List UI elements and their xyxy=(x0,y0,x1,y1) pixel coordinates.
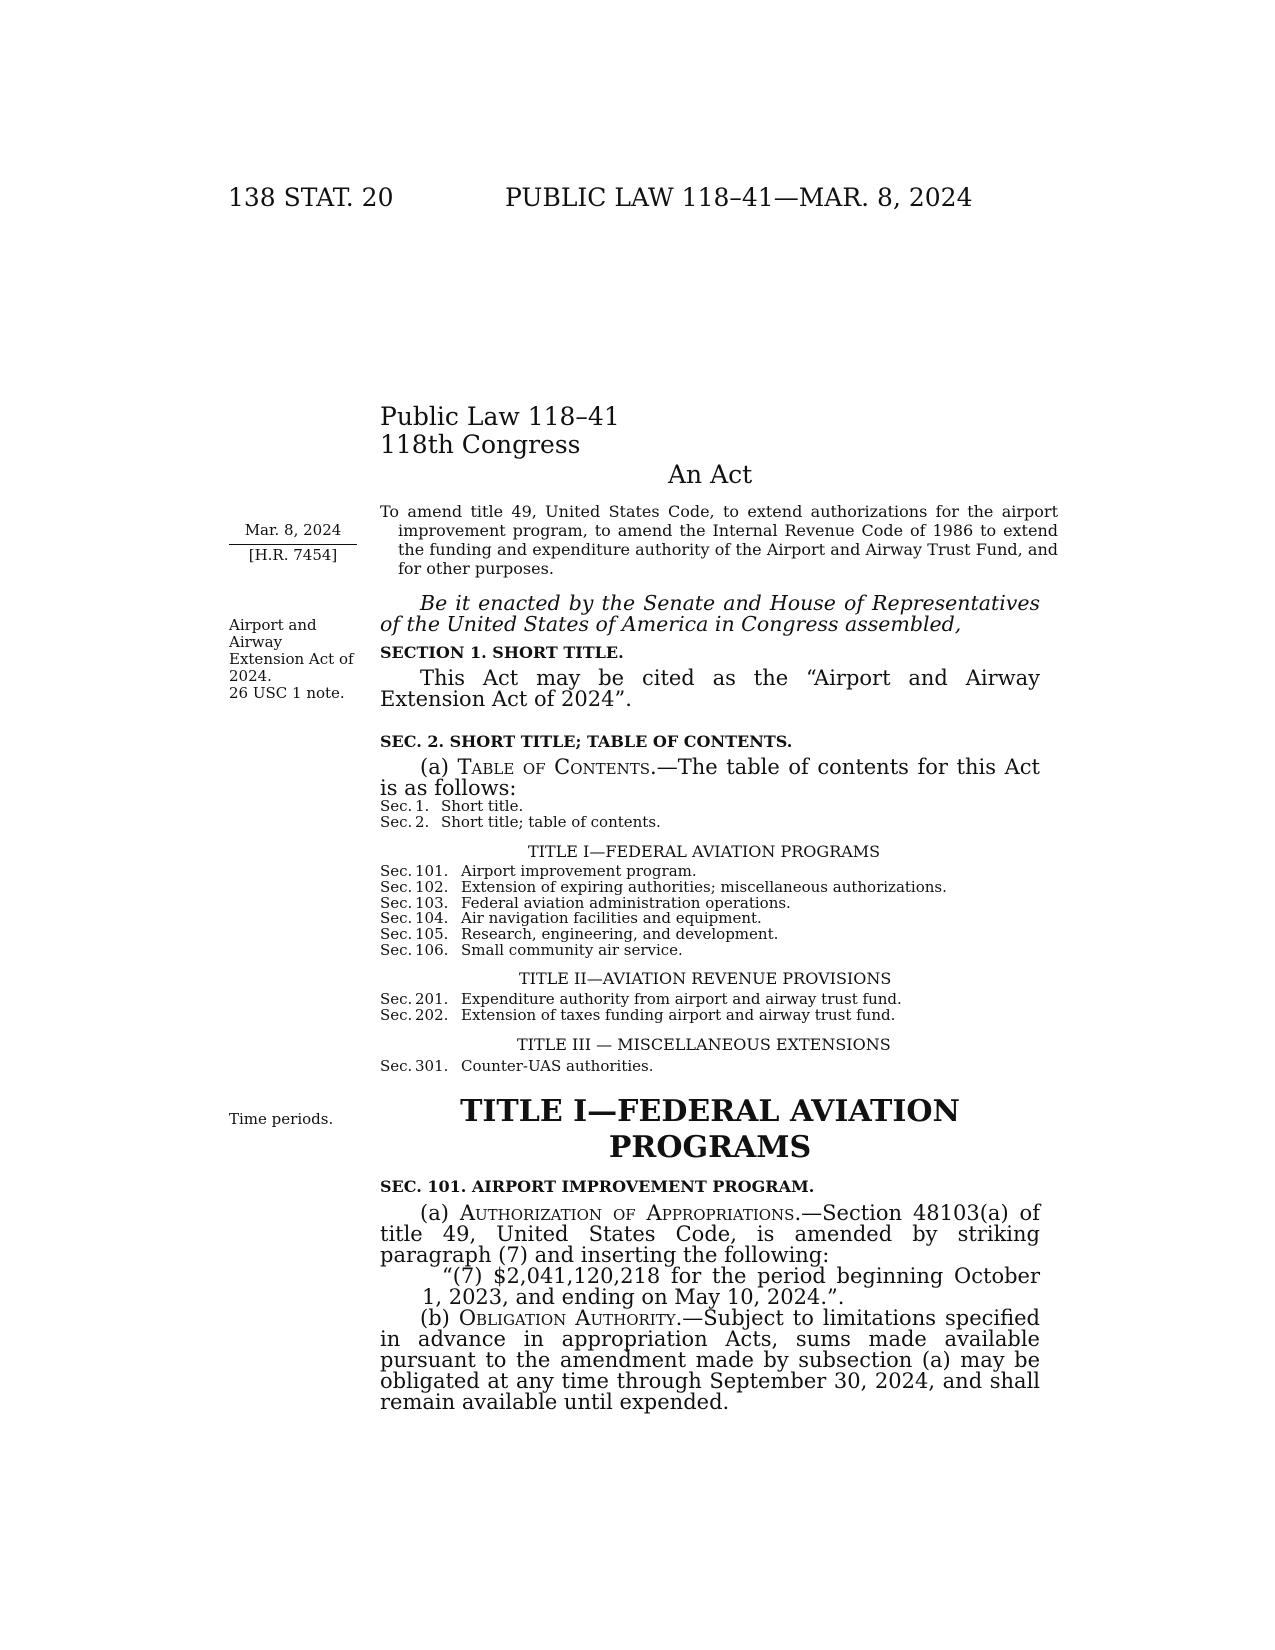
section-2-paragraph-a xyxy=(380,757,1040,799)
section-1-heading: SECTION 1. SHORT TITLE. xyxy=(380,643,624,662)
toc-title-1-heading: TITLE I—FEDERAL AVIATION PROGRAMS xyxy=(528,842,881,861)
toc-entry: Sec. 105. Research, engineering, and development. xyxy=(380,925,779,944)
toc-title-2-list xyxy=(380,992,902,1024)
margin-date: Mar. 8, 2024 xyxy=(244,521,342,539)
toc-entry: Sec. 301. Counter-UAS authorities. xyxy=(380,1057,654,1075)
margin-rule xyxy=(229,544,357,545)
toc-front-list xyxy=(380,799,661,831)
toc-entry: Sec. 2. Short title; table of contents. xyxy=(380,812,661,831)
margin-short-title-note xyxy=(229,617,369,702)
section-2-heading: SEC. 2. SHORT TITLE; TABLE OF CONTENTS. xyxy=(380,732,793,751)
toc-title-2-heading: TITLE II—AVIATION REVENUE PROVISIONS xyxy=(519,969,892,988)
margin-note-line: Airport and xyxy=(229,616,317,634)
para-caption: Authorization of Appropriations xyxy=(459,1201,795,1225)
margin-time-periods: Time periods. xyxy=(229,1110,334,1128)
toc-entry: Sec. 102. Extension of expiring authorities; miscellaneous authorizations. xyxy=(380,877,947,896)
public-law-number: Public Law 118–41 xyxy=(380,402,620,431)
toc-entry: Sec. 103. Federal aviation administration operations. xyxy=(380,893,791,912)
section-101-paragraph-b: (b) Obligation Authority.—Subject to limitations specified in advance in appropriation Acts, sums made available pursuant to the amendment made by subsection (a) may be obligated at any time through September 30, 2024, and shall remain available until expended. xyxy=(380,1306,1040,1414)
margin-bill-number: [H.R. 7454] xyxy=(248,546,338,564)
margin-note-line: 26 USC 1 note. xyxy=(229,684,345,702)
section-1-text: This Act may be cited as the “Airport and Airway Extension Act of 2024”. xyxy=(380,666,1040,711)
enacting-clause: Be it enacted by the Senate and House of Representatives of the United States of America in Congress assembled, xyxy=(380,591,1040,636)
para-text: .—The table of contents for this Act is as follows: xyxy=(380,755,1040,800)
section-101-paragraph-a: (a) Authorization of Appropriations.—Section 48103(a) of title 49, United States Code, is amended by striking paragraph (7) and inserting the following: xyxy=(380,1201,1040,1267)
toc-entry: Sec. 104. Air navigation facilities and equipment. xyxy=(380,909,762,928)
para-label: (a) xyxy=(420,755,458,779)
toc-entry: Sec. 1. Short title. xyxy=(380,797,524,815)
margin-note-line: 2024. xyxy=(229,667,272,685)
toc-entry: Sec. 106. Small community air service. xyxy=(380,940,683,959)
toc-entry: Sec. 202. Extension of taxes funding airport and airway trust fund. xyxy=(380,1005,896,1024)
para-caption: Obligation Authority xyxy=(458,1306,676,1330)
margin-note-line: Extension Act of xyxy=(229,650,354,668)
section-101-quoted-paragraph: “(7) $2,041,120,218 for the period beginning October 1, 2023, and ending on May 10, 2024.”. xyxy=(422,1264,1040,1309)
title-i-heading xyxy=(380,1094,1040,1166)
title-i-line: TITLE I—FEDERAL AVIATION xyxy=(460,1094,960,1129)
toc-title-3-heading: TITLE III — MISCELLANEOUS EXTENSIONS xyxy=(517,1035,891,1054)
section-101-heading: SEC. 101. AIRPORT IMPROVEMENT PROGRAM. xyxy=(380,1177,815,1196)
running-head: PUBLIC LAW 118–41—MAR. 8, 2024 xyxy=(505,183,973,212)
purpose-clause: To amend title 49, United States Code, to extend authorizations for the airport improvement program, to amend the Internal Revenue Code of 1986 to extend the funding and expenditure authority of the Airport and Airway Trust Fund, and for other purposes. xyxy=(380,502,1058,578)
congress-label: 118th Congress xyxy=(380,430,581,459)
toc-entry: Sec. 101. Airport improvement program. xyxy=(380,862,697,880)
toc-title-3-list xyxy=(380,1059,654,1075)
para-caption: Table of Contents xyxy=(457,755,651,779)
toc-title-1-list xyxy=(380,864,947,959)
toc-entry: Sec. 201. Expenditure authority from airport and airway trust fund. xyxy=(380,990,902,1008)
title-i-line: PROGRAMS xyxy=(608,1130,812,1165)
stat-page-number: 138 STAT. 20 xyxy=(228,183,394,212)
margin-note-line: Airway xyxy=(229,633,283,651)
an-act-heading: An Act xyxy=(668,460,753,489)
